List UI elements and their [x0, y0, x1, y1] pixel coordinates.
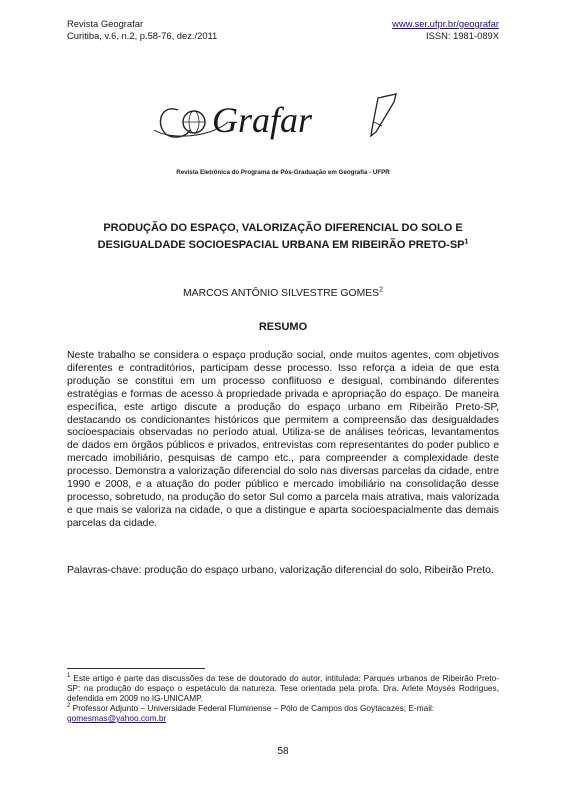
keywords: Palavras-chave: produção do espaço urbano, valorização diferencial do solo, Ribeirão Preto.: [67, 565, 494, 576]
footnote-1-text: Este artigo é parte das discussões da tese de doutorado do autor, intitulada: Parques urbanos de Ribeirão Preto-SP: na produção do espaço o espetáculo da natureza. Tese orientada pela profa. Dra. Arlete Moysés Rodrigues, defendida em 2009 no IG-UNICAMP.: [67, 673, 499, 703]
author-name-text: MARCOS ANTÔNIO SILVESTRE GOMES: [182, 288, 380, 299]
running-header-right: [392, 18, 499, 41]
issn: ISSN: 1981-089X: [426, 29, 499, 41]
footnote-2: [67, 703, 499, 723]
author-email-link[interactable]: gomesmas@yahoo.com.br: [67, 713, 167, 723]
article-title: [60, 220, 506, 254]
abstract-heading: RESUMO: [258, 321, 308, 333]
footnote-1: [67, 673, 499, 703]
issue-info: Curitiba, v.6, n.2, p.58-76, dez./2011: [67, 29, 218, 41]
abstract-text: Neste trabalho se considera o espaço produção social, onde muitos agentes, com objetivos diferentes e contraditórios, participam desse processo. Isso reforça a ideia de que esta produção se constitui em um processo conflituoso e desigual, combinando diferentes estratégias e formas de acesso à propriedade privada e apropriação do espaço. De maneira específica, este artigo discute a produção do espaço urbano em Ribeirão Preto-SP, destacando os condicionantes históricos que permitem a compreensão das desigualdades socioespaciais observadas no período atual. Utiliza-se de análises teóricas, levantamentos de dados em órgãos públicos e privados, entrevistas com representantes do poder publico e mercado imobiliário, pesquisas de campo etc., para compreender a complexidade deste processo. Demonstra a valorização diferencial do solo nas diversas parcelas da cidade, entre 1990 e 2008, e a atuação do poder público e mercado imobiliário na consolidação desse processo, sobretudo, na produção do setor Sul como a parcela mais atrativa, mais valorizada e que mais se valoriza na cidade, o que a distingue e aparta socioespacialmente das demais parcelas da cidade.: [67, 350, 499, 529]
journal-url-link[interactable]: www.ser.ufpr.br/geografar: [392, 18, 499, 29]
title-footnote-mark[interactable]: 1: [464, 238, 469, 246]
footnote-2-mark: 2: [67, 703, 71, 710]
running-header-left: [67, 18, 217, 41]
author-footnote-mark[interactable]: 2: [379, 286, 383, 294]
page-number: 58: [277, 746, 289, 757]
journal-subtitle: Revista Eletrônica do Programa de Pós-Graduação em Geografia - UFPR: [176, 169, 390, 176]
logo-wordmark: Grafar: [212, 100, 313, 140]
article-title-text: PRODUÇÃO DO ESPAÇO, VALORIZAÇÃO DIFERENCIAL DO SOLO E DESIGUALDADE SOCIOESPACIAL URBANA EM RIBEIRÃO PRETO-SP: [97, 222, 465, 251]
footnotes: [67, 673, 499, 723]
footnote-2-text: Professor Adjunto – Universidade Federal Fluminense – Pólo de Campos dos Goytacazes; E-mail:: [72, 703, 435, 713]
journal-name: Revista Geografar: [67, 18, 144, 29]
geografar-logo: [150, 92, 410, 150]
footnote-separator: [67, 668, 205, 669]
author-name: [0, 288, 566, 299]
footnote-1-mark: 1: [67, 673, 71, 680]
